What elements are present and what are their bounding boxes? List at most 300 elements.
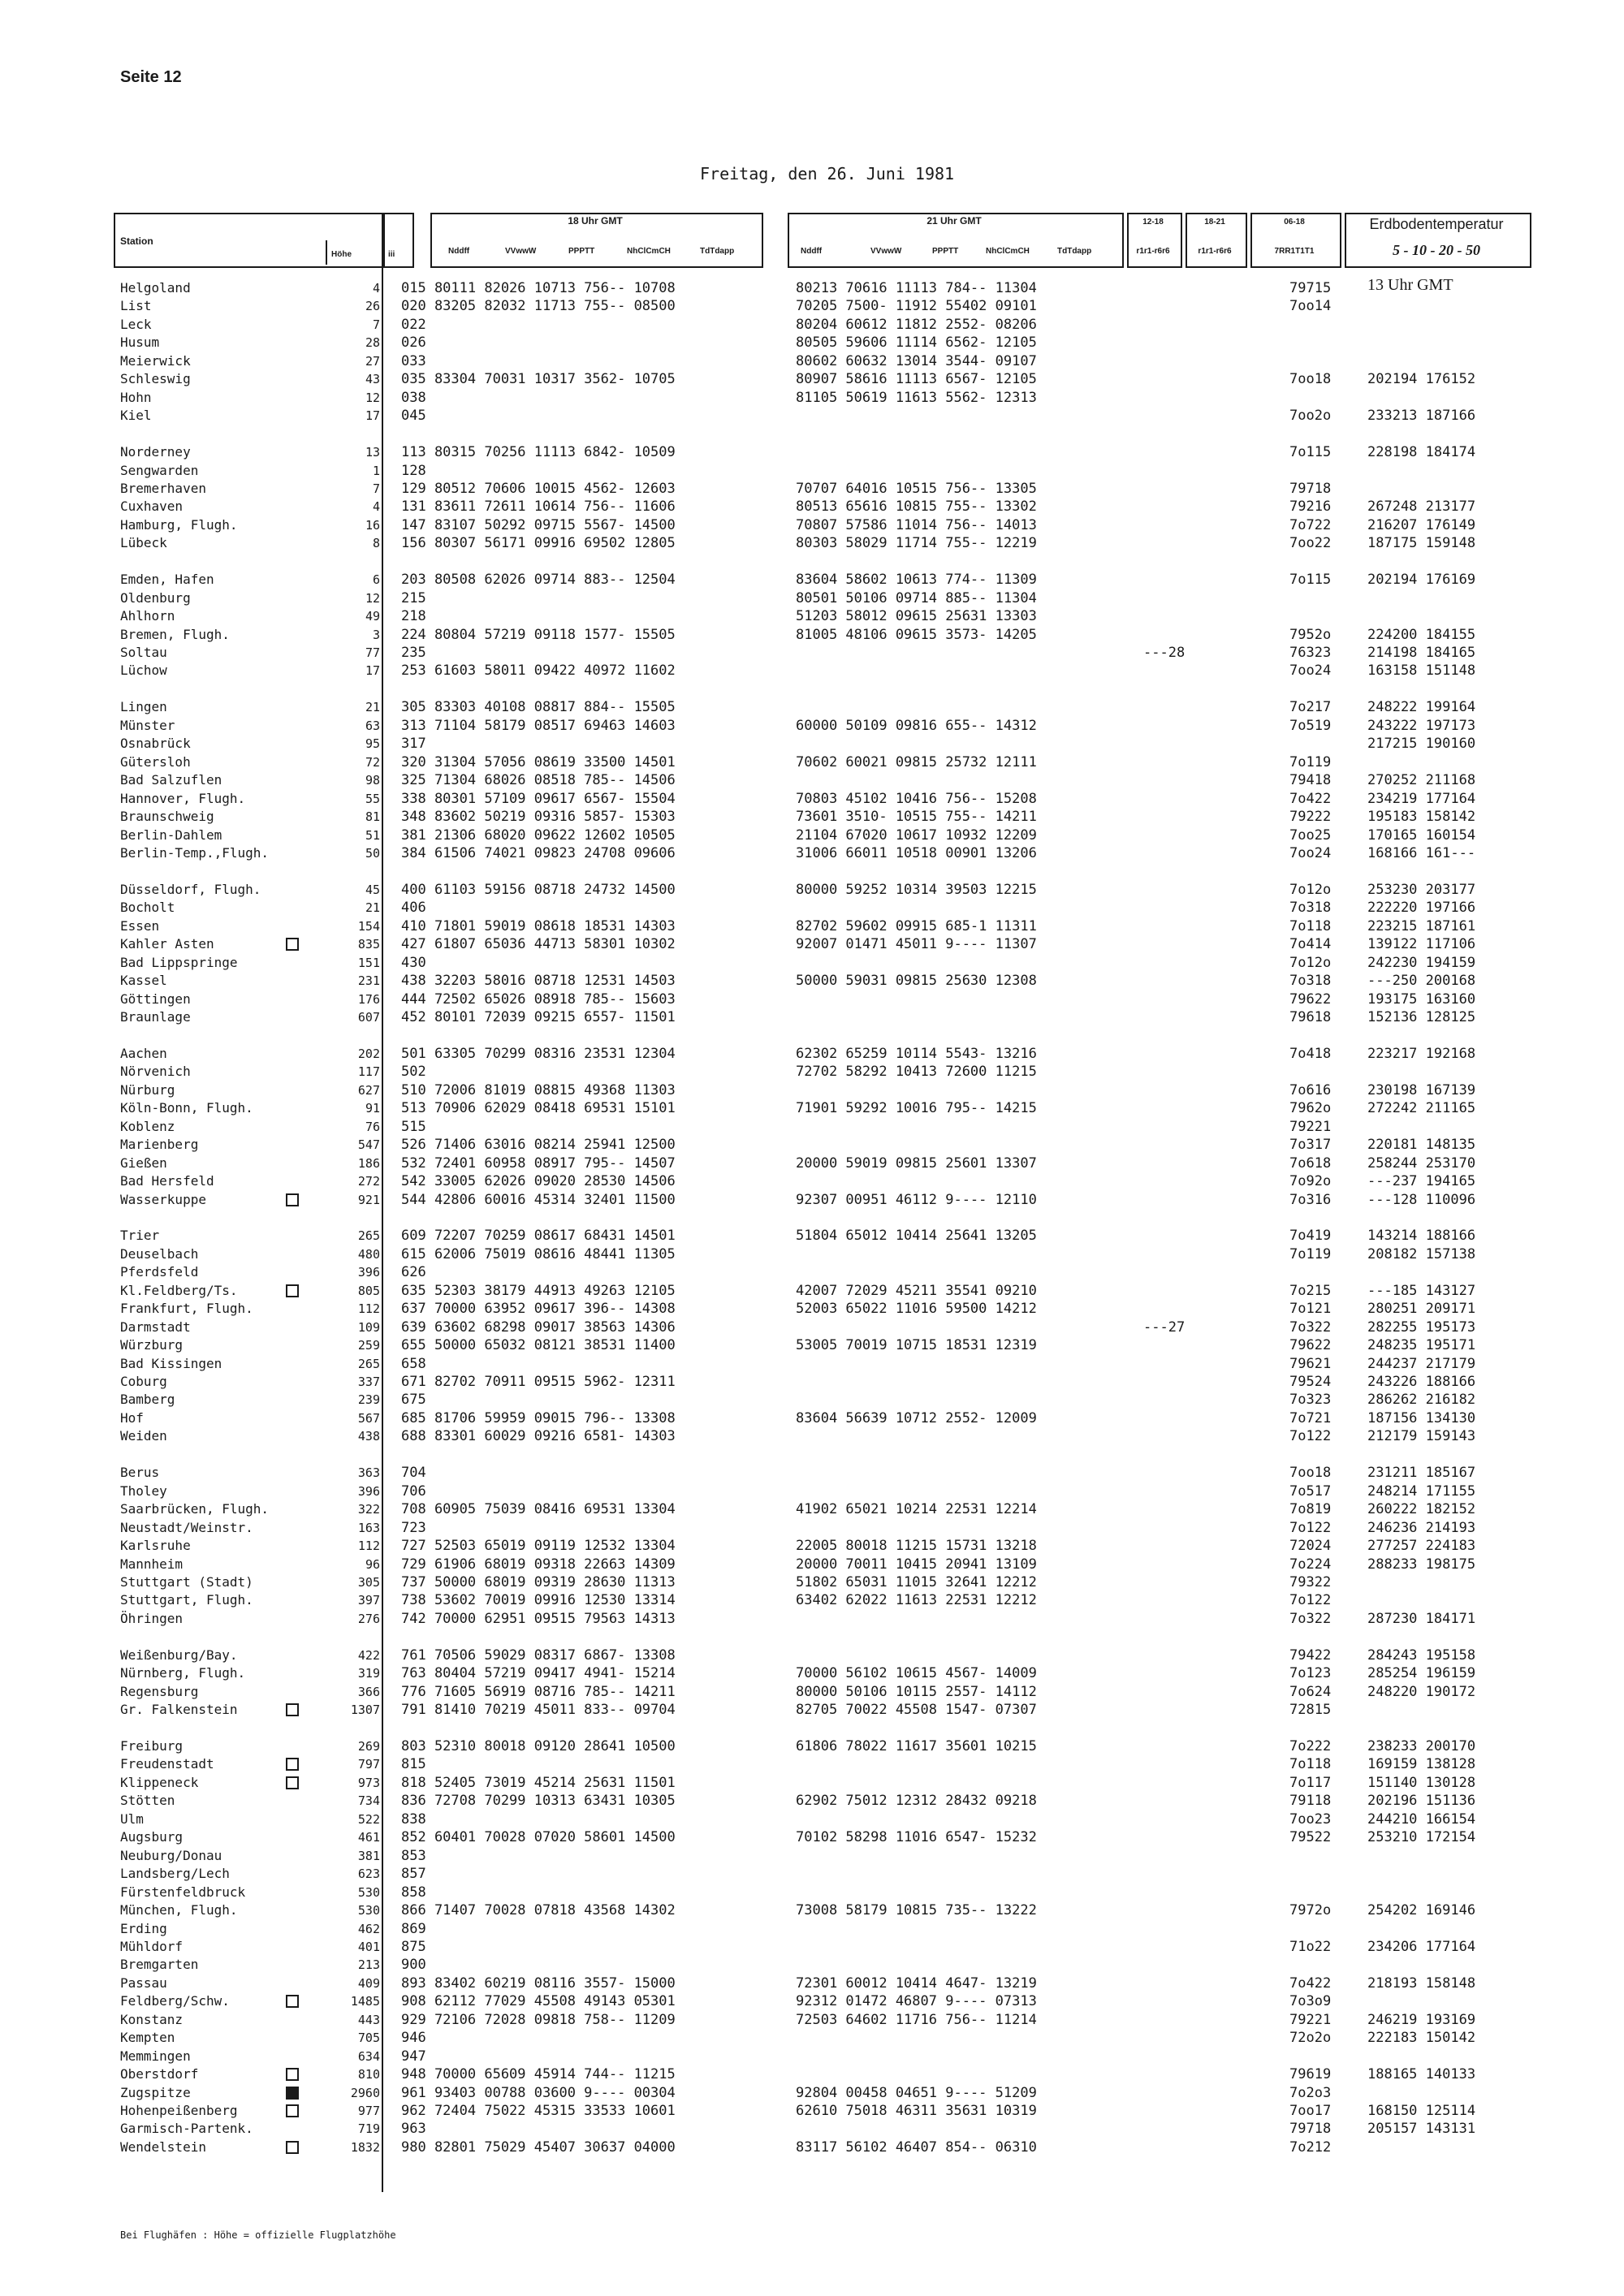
table-row <box>0 1373 1624 1391</box>
soil-temperature: 170165 160154 <box>1367 826 1476 844</box>
table-row <box>0 1720 1624 1737</box>
table-row <box>0 1099 1624 1117</box>
obs-21-gmt: 71901 59292 10016 795-- 14215 <box>796 1100 1037 1117</box>
summary-06-18: 7o322 <box>1289 1610 1332 1627</box>
obs-18-gmt: 224 80804 57219 09118 1577- 15505 <box>401 626 676 643</box>
obs-21-gmt: 70102 58298 11016 6547- 15232 <box>796 1829 1037 1846</box>
table-row <box>0 370 1624 388</box>
station-name: Norderney <box>120 444 191 460</box>
station-name: Berus <box>120 1465 160 1481</box>
col-nddff-21: Nddff <box>801 247 823 256</box>
station-hoehe: 43 <box>365 372 380 387</box>
station-hoehe: 81 <box>365 809 380 825</box>
table-row <box>0 1136 1624 1154</box>
station-hoehe: 21 <box>365 900 380 916</box>
obs-18-gmt: 803 52310 80018 09120 28641 10500 <box>401 1738 676 1754</box>
soil-temperature: 224200 184155 <box>1367 626 1476 643</box>
station-hoehe: 55 <box>365 791 380 806</box>
station-name: Hannover, Flugh. <box>120 790 246 806</box>
obs-18-gmt: 723 <box>401 1519 426 1536</box>
station-hoehe: 109 <box>357 1319 380 1335</box>
station-name: Öhringen <box>120 1610 184 1626</box>
summary-06-18: 7oo22 <box>1289 535 1332 552</box>
obs-21-gmt: 92312 01472 46807 9---- 07313 <box>796 1993 1037 2010</box>
table-row <box>0 717 1624 735</box>
station-name: Saarbrücken, Flugh. <box>120 1501 270 1517</box>
open-square-icon <box>286 938 299 951</box>
obs-18-gmt: 688 83301 60029 09216 6581- 14303 <box>401 1428 676 1445</box>
station-name: Tholey <box>120 1482 167 1499</box>
soil-temperature: 187156 134130 <box>1367 1409 1476 1426</box>
obs-18-gmt: 022 <box>401 316 426 333</box>
station-hoehe: 1 <box>372 463 380 478</box>
obs-21-gmt: 80303 58029 11714 755-- 12219 <box>796 535 1037 552</box>
station-hoehe: 921 <box>357 1192 380 1207</box>
summary-06-18: 7972o <box>1289 1902 1332 1919</box>
soil-temperature: 218193 158148 <box>1367 1974 1476 1992</box>
station-hoehe: 530 <box>357 1903 380 1918</box>
summary-06-18: 76323 <box>1289 645 1332 661</box>
table-row <box>0 1191 1624 1209</box>
station-name: Meierwick <box>120 352 191 369</box>
s2-header: 18-21 <box>1204 218 1225 227</box>
table-row <box>0 407 1624 425</box>
station-name: Soltau <box>120 645 167 660</box>
table-row <box>0 1336 1624 1354</box>
station-hoehe: 276 <box>357 1611 380 1626</box>
station-hoehe: 28 <box>365 335 380 351</box>
station-name: Regensburg <box>120 1683 199 1699</box>
station-hoehe: 265 <box>357 1228 380 1244</box>
soil-temperature: 151140 130128 <box>1367 1774 1476 1791</box>
station-name: Cuxhaven <box>120 498 184 515</box>
obs-18-gmt: 791 81410 70219 45011 833-- 09704 <box>401 1702 676 1719</box>
station-name: Trier <box>120 1228 160 1244</box>
table-row <box>0 571 1624 589</box>
station-hoehe: 462 <box>357 1921 380 1936</box>
table-row <box>0 279 1624 297</box>
summary-06-18: 7o517 <box>1289 1482 1332 1500</box>
soil-temperature: ---237 194165 <box>1367 1173 1476 1190</box>
table-row <box>0 1282 1624 1300</box>
summary-06-18: 7o422 <box>1289 1974 1332 1992</box>
table-row <box>0 790 1624 808</box>
station-hoehe: 381 <box>357 1848 380 1863</box>
table-row <box>0 954 1624 972</box>
col-nch-21: NhClCmCH <box>986 247 1030 256</box>
soil-temperature: 139122 117106 <box>1367 936 1476 953</box>
obs-18-gmt: 869 <box>401 1920 426 1937</box>
station-hoehe: 366 <box>357 1684 380 1699</box>
summary-06-18: 79418 <box>1289 772 1332 789</box>
station-name: Stötten <box>120 1793 175 1809</box>
table-row <box>0 844 1624 862</box>
summary-06-18: 7o618 <box>1289 1154 1332 1172</box>
obs-18-gmt: 961 93403 00788 03600 9---- 00304 <box>401 2084 676 2101</box>
soil-temperature: 195183 158142 <box>1367 809 1476 826</box>
table-row <box>0 990 1624 1008</box>
summary-06-18: 7oo24 <box>1289 844 1332 861</box>
soil-temperature: 202194 176152 <box>1367 371 1476 388</box>
station-name: Weißenburg/Bay. <box>120 1646 238 1663</box>
table-row <box>0 1300 1624 1318</box>
obs-18-gmt: 637 70000 63952 09617 396-- 14308 <box>401 1301 676 1318</box>
table-row <box>0 498 1624 516</box>
obs-18-gmt: 658 <box>401 1355 426 1372</box>
obs-21-gmt: 80907 58616 11113 6567- 12105 <box>796 371 1037 388</box>
table-row <box>0 2084 1624 2102</box>
table-row <box>0 1482 1624 1500</box>
erd-depths: 5 - 10 - 20 - 50 <box>1393 242 1480 258</box>
soil-temperature: 270252 211168 <box>1367 772 1476 789</box>
obs-21-gmt: 51203 58012 09615 25631 13303 <box>796 608 1037 625</box>
obs-18-gmt: 729 61906 68019 09318 22663 14309 <box>401 1556 676 1573</box>
summary-06-18: 7oo25 <box>1289 826 1332 844</box>
summary-06-18: 7o121 <box>1289 1301 1332 1318</box>
station-name: Göttingen <box>120 990 191 1007</box>
summary-06-18: 7962o <box>1289 1100 1332 1117</box>
station-hoehe: 810 <box>357 2067 380 2082</box>
soil-temperature: 231211 185167 <box>1367 1465 1476 1482</box>
summary-06-18: 7o122 <box>1289 1592 1332 1609</box>
obs-18-gmt: 510 72006 81019 08815 49368 11303 <box>401 1081 676 1098</box>
station-hoehe: 17 <box>365 663 380 679</box>
station-name: Koblenz <box>120 1118 175 1134</box>
table-row <box>0 1865 1624 1883</box>
obs-18-gmt: 313 71104 58179 08517 69463 14603 <box>401 717 676 734</box>
table-row <box>0 1737 1624 1755</box>
obs-21-gmt: 70000 56102 10615 4567- 14009 <box>796 1665 1037 1682</box>
table-row <box>0 607 1624 625</box>
table-row <box>0 1118 1624 1136</box>
station-name: Sengwarden <box>120 462 199 478</box>
station-hoehe: 438 <box>357 1429 380 1444</box>
obs-18-gmt: 384 61506 74021 09823 24708 09606 <box>401 844 676 861</box>
soil-temperature: 216207 176149 <box>1367 516 1476 533</box>
summary-06-18: 79715 <box>1289 280 1332 296</box>
table-row <box>0 443 1624 461</box>
obs-18-gmt: 406 <box>401 900 426 917</box>
summary-06-18: 7o12o <box>1289 881 1332 898</box>
station-hoehe: 202 <box>357 1046 380 1061</box>
open-square-icon <box>286 2104 299 2117</box>
soil-temperature: 284243 195158 <box>1367 1646 1476 1664</box>
obs-21-gmt: 83604 56639 10712 2552- 12009 <box>796 1409 1037 1426</box>
station-name: Braunschweig <box>120 809 214 825</box>
station-hoehe: 98 <box>365 773 380 788</box>
station-hoehe: 8 <box>372 536 380 551</box>
station-hoehe: 396 <box>357 1265 380 1280</box>
obs-21-gmt: 51804 65012 10414 25641 13205 <box>796 1228 1037 1245</box>
table-row <box>0 2011 1624 2029</box>
col-pppt-21: PPPTT <box>932 247 959 256</box>
station-name: Husum <box>120 334 160 351</box>
table-row <box>0 1172 1624 1190</box>
table-row <box>0 1992 1624 2010</box>
s1b-header: r1r1-r6r6 <box>1136 247 1170 256</box>
summary-06-18: 7oo17 <box>1289 2103 1332 2119</box>
table-row <box>0 1792 1624 1810</box>
soil-temperature: 143214 188166 <box>1367 1228 1476 1245</box>
station-name: Erding <box>120 1920 167 1936</box>
soil-temperature: 234206 177164 <box>1367 1938 1476 1955</box>
station-name: Stuttgart, Flugh. <box>120 1592 253 1608</box>
station-hoehe: 213 <box>357 1957 380 1973</box>
summary-06-18: 79718 <box>1289 480 1332 497</box>
summary-06-18: 79422 <box>1289 1646 1332 1664</box>
obs-18-gmt: 776 71605 56919 08716 785-- 14211 <box>401 1683 676 1700</box>
obs-18-gmt: 962 72404 75022 45315 33533 10601 <box>401 2103 676 2119</box>
obs-18-gmt: 763 80404 57219 09417 4941- 15214 <box>401 1665 676 1682</box>
station-name: Karlsruhe <box>120 1538 191 1554</box>
station-hoehe: 186 <box>357 1155 380 1171</box>
col-nddff-18: Nddff <box>448 247 470 256</box>
obs-18-gmt: 045 <box>401 408 426 425</box>
obs-18-gmt: 305 83303 40108 08817 884-- 15505 <box>401 699 676 716</box>
table-row <box>0 1245 1624 1263</box>
obs-21-gmt: 92007 01471 45011 9---- 11307 <box>796 936 1037 953</box>
obs-18-gmt: 513 70906 62029 08418 69531 15101 <box>401 1100 676 1117</box>
obs-21-gmt: 70807 57586 11014 756-- 14013 <box>796 516 1037 533</box>
station-name: Düsseldorf, Flugh. <box>120 881 261 897</box>
station-name: Lüchow <box>120 662 167 679</box>
soil-temperature: 193175 163160 <box>1367 990 1476 1008</box>
soil-temperature: ---128 110096 <box>1367 1191 1476 1208</box>
station-hoehe: 176 <box>357 991 380 1007</box>
obs-18-gmt: 317 <box>401 736 426 753</box>
col-pppt-18: PPPTT <box>568 247 595 256</box>
station-name: Emden, Hafen <box>120 572 214 588</box>
summary-06-18: 7o323 <box>1289 1392 1332 1409</box>
soil-temperature: 163158 151148 <box>1367 662 1476 680</box>
table-row <box>0 1646 1624 1664</box>
summary-06-18: 79322 <box>1289 1573 1332 1590</box>
obs-18-gmt: 727 52503 65019 09119 12532 13304 <box>401 1538 676 1555</box>
summary-06-18: 7o217 <box>1289 699 1332 716</box>
station-hoehe: 401 <box>357 1939 380 1954</box>
open-square-icon <box>286 1995 299 2008</box>
station-name: Neustadt/Weinstr. <box>120 1519 253 1535</box>
obs-21-gmt: 80505 59606 11114 6562- 12105 <box>796 334 1037 352</box>
station-hoehe: 45 <box>365 882 380 897</box>
station-hoehe: 4 <box>372 281 380 296</box>
table-row <box>0 589 1624 607</box>
table-row <box>0 626 1624 644</box>
obs-18-gmt: 015 80111 82026 10713 756-- 10708 <box>401 280 676 296</box>
station-name: Bad Lippspringe <box>120 954 238 970</box>
table-row <box>0 2102 1624 2120</box>
station-name: Kahler Asten <box>120 936 214 952</box>
open-square-icon <box>286 1758 299 1771</box>
summary-06-18: 7o616 <box>1289 1081 1332 1098</box>
summary-06-18: 7o222 <box>1289 1738 1332 1754</box>
table-row <box>0 1556 1624 1573</box>
obs-18-gmt: 706 <box>401 1482 426 1500</box>
table-row <box>0 1154 1624 1172</box>
station-hoehe: 63 <box>365 718 380 733</box>
station-hoehe: 705 <box>357 2031 380 2046</box>
open-square-icon <box>286 2068 299 2081</box>
table-row <box>0 2120 1624 2138</box>
obs-18-gmt: 980 82801 75029 45407 30637 04000 <box>401 2138 676 2156</box>
table-row <box>0 1974 1624 1992</box>
soil-temperature: 280251 209171 <box>1367 1301 1476 1318</box>
station-hoehe: 322 <box>357 1502 380 1517</box>
summary-06-18: 7o118 <box>1289 1756 1332 1773</box>
station-name: Neuburg/Donau <box>120 1847 222 1863</box>
station-name: Coburg <box>120 1374 167 1389</box>
station-hoehe: 797 <box>357 1757 380 1772</box>
obs-21-gmt: 62610 75018 46311 35631 10319 <box>796 2103 1037 2119</box>
obs-18-gmt: 203 80508 62026 09714 883-- 12504 <box>401 572 676 589</box>
obs-21-gmt: 20000 59019 09815 25601 13307 <box>796 1154 1037 1172</box>
station-hoehe: 547 <box>357 1137 380 1153</box>
station-name: Wendelstein <box>120 2138 206 2155</box>
table-row <box>0 753 1624 771</box>
station-hoehe: 977 <box>357 2104 380 2118</box>
soil-temperature: 223215 187161 <box>1367 917 1476 934</box>
obs-21-gmt: 31006 66011 10518 00901 13206 <box>796 844 1037 861</box>
table-row <box>0 662 1624 680</box>
table-row <box>0 462 1624 480</box>
station-hoehe: 6 <box>372 572 380 588</box>
station-hoehe: 973 <box>357 1775 380 1790</box>
station-hoehe: 4 <box>372 499 380 515</box>
summary-06-18: 79221 <box>1289 1118 1332 1135</box>
obs-18-gmt: 626 <box>401 1264 426 1281</box>
station-name: Schleswig <box>120 371 191 387</box>
table-row <box>0 935 1624 953</box>
col-tdtd-21: TdTdapp <box>1057 247 1092 256</box>
summary-12-18: ---27 <box>1143 1318 1186 1336</box>
summary-06-18: 79118 <box>1289 1793 1332 1810</box>
col-nch-18: NhClCmCH <box>627 247 671 256</box>
col-tdtd-18: TdTdapp <box>700 247 735 256</box>
soil-temperature: 217215 190160 <box>1367 736 1476 753</box>
obs-18-gmt: 857 <box>401 1866 426 1883</box>
station-name: Kl.Feldberg/Ts. <box>120 1282 238 1298</box>
soil-temperature: 205157 143131 <box>1367 2121 1476 2138</box>
obs-18-gmt: 708 60905 75039 08416 69531 13304 <box>401 1501 676 1518</box>
station-hoehe: 12 <box>365 590 380 606</box>
station-hoehe: 805 <box>357 1283 380 1298</box>
table-row <box>0 1081 1624 1099</box>
obs-18-gmt: 131 83611 72611 10614 756-- 11606 <box>401 498 676 516</box>
open-square-icon <box>286 1776 299 1789</box>
s3-header: 06-18 <box>1284 218 1305 227</box>
station-hoehe: 627 <box>357 1082 380 1098</box>
summary-06-18: 7oo2o <box>1289 408 1332 425</box>
summary-06-18: 79718 <box>1289 2121 1332 2138</box>
soil-temperature: 223217 192168 <box>1367 1045 1476 1062</box>
station-name: Frankfurt, Flugh. <box>120 1301 253 1317</box>
table-row <box>0 553 1624 571</box>
soil-temperature: 212179 159143 <box>1367 1428 1476 1445</box>
summary-06-18: 79216 <box>1289 498 1332 516</box>
station-hoehe: 96 <box>365 1556 380 1572</box>
obs-18-gmt: 033 <box>401 352 426 369</box>
table-row <box>0 516 1624 534</box>
obs-18-gmt: 946 <box>401 2030 426 2047</box>
s1-header: 12-18 <box>1142 218 1164 227</box>
obs-18-gmt: 038 <box>401 389 426 406</box>
obs-18-gmt: 338 80301 57109 09617 6567- 15504 <box>401 790 676 807</box>
obs-18-gmt: 685 81706 59959 09015 796-- 13308 <box>401 1409 676 1426</box>
station-name: Lübeck <box>120 535 167 551</box>
soil-temperature: 248214 171155 <box>1367 1482 1476 1500</box>
table-row <box>0 1920 1624 1938</box>
table-row <box>0 881 1624 899</box>
station-name: Leck <box>120 316 152 332</box>
station-hoehe: 461 <box>357 1830 380 1845</box>
station-name: Freiburg <box>120 1738 184 1754</box>
obs-18-gmt: 113 80315 70256 11113 6842- 10509 <box>401 444 676 461</box>
station-name: Gütersloh <box>120 753 191 770</box>
summary-06-18: 7o419 <box>1289 1228 1332 1245</box>
summary-06-18: 7oo23 <box>1289 1810 1332 1828</box>
obs-21-gmt: 82705 70022 45508 1547- 07307 <box>796 1702 1037 1719</box>
obs-18-gmt: 410 71801 59019 08618 18531 14303 <box>401 917 676 934</box>
obs-18-gmt: 818 52405 73019 45214 25631 11501 <box>401 1774 676 1791</box>
table-row <box>0 1537 1624 1555</box>
table-row <box>0 2029 1624 2047</box>
soil-temperature: 246219 193169 <box>1367 2011 1476 2028</box>
obs-18-gmt: 635 52303 38179 44913 49263 12105 <box>401 1282 676 1299</box>
summary-06-18: 7o624 <box>1289 1683 1332 1700</box>
obs-21-gmt: 81105 50619 11613 5562- 12313 <box>796 389 1037 406</box>
table-row <box>0 1355 1624 1373</box>
soil-temperature: 168166 161--- <box>1367 844 1476 861</box>
obs-18-gmt: 026 <box>401 334 426 352</box>
station-name: Kempten <box>120 2030 175 2046</box>
station-name: Münster <box>120 717 175 733</box>
table-row <box>0 1701 1624 1719</box>
table-row <box>0 1847 1624 1865</box>
table-row <box>0 1063 1624 1081</box>
summary-06-18: 7o721 <box>1289 1409 1332 1426</box>
soil-temperature: 287230 184171 <box>1367 1610 1476 1627</box>
summary-06-18: 7o318 <box>1289 973 1332 990</box>
station-name: List <box>120 298 152 314</box>
s2b-header: r1r1-r6r6 <box>1198 247 1232 256</box>
station-name: Köln-Bonn, Flugh. <box>120 1100 253 1116</box>
table-row <box>0 1610 1624 1628</box>
obs-18-gmt: 156 80307 56171 09916 69502 12805 <box>401 535 676 552</box>
obs-18-gmt: 853 <box>401 1847 426 1864</box>
station-hoehe: 567 <box>357 1410 380 1426</box>
station-name: Bremen, Flugh. <box>120 626 230 642</box>
station-hoehe: 272 <box>357 1174 380 1189</box>
summary-06-18: 7o115 <box>1289 444 1332 461</box>
summary-06-18: 7o414 <box>1289 936 1332 953</box>
table-row <box>0 1828 1624 1846</box>
table-row <box>0 1409 1624 1427</box>
summary-06-18: 79522 <box>1289 1829 1332 1846</box>
obs-18-gmt: 348 83602 50219 09316 5857- 15303 <box>401 809 676 826</box>
obs-18-gmt: 020 83205 82032 11713 755-- 08500 <box>401 298 676 315</box>
table-row <box>0 1464 1624 1482</box>
obs-21-gmt: 82702 59602 09915 685-1 11311 <box>796 917 1037 934</box>
obs-18-gmt: 639 63602 68298 09017 38563 14306 <box>401 1318 676 1336</box>
station-hoehe: 151 <box>357 955 380 970</box>
station-name: Klippeneck <box>120 1774 199 1790</box>
table-row <box>0 698 1624 716</box>
soil-temperature: ---185 143127 <box>1367 1282 1476 1299</box>
soil-temperature: 277257 224183 <box>1367 1538 1476 1555</box>
obs-21-gmt: 81005 48106 09615 3573- 14205 <box>796 626 1037 643</box>
table-row <box>0 1774 1624 1792</box>
obs-21-gmt: 70602 60021 09815 25732 12111 <box>796 753 1037 770</box>
